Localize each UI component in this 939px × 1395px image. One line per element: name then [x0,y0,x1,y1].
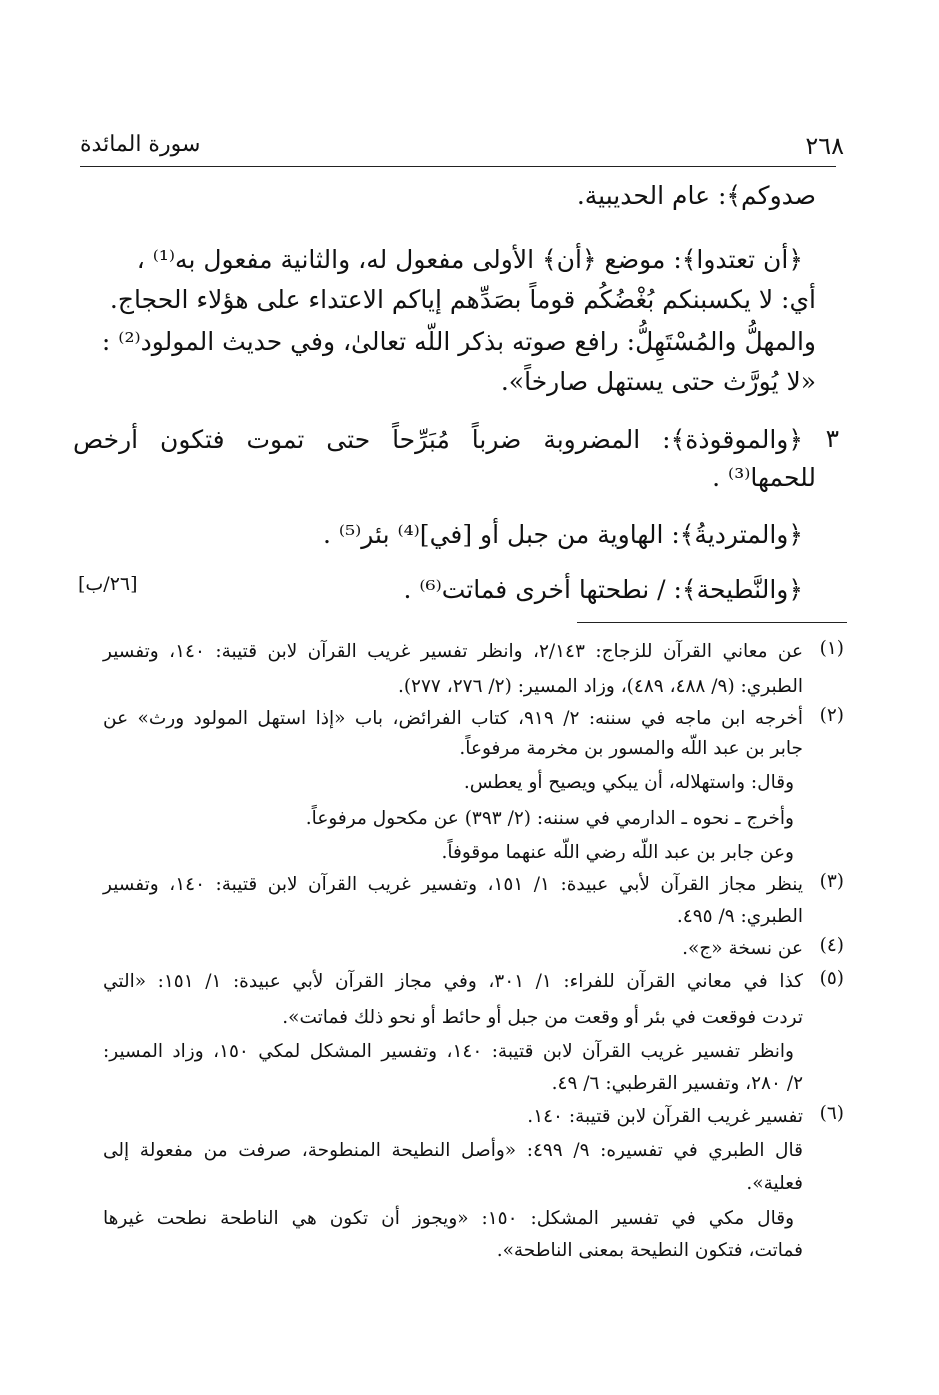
text-line: أي: لا يكسبنكم بُغْضُكُم قوماً بصَدِّهم إياكم الاعتداء على هؤلاء الحجاج. [109,285,816,314]
text-line: ﴿والنَّطيحة﴾: / نطحتها أخرى فماتت⁽⁶⁾ . [403,575,803,604]
header-rule [80,166,836,167]
footnote-number: (٦) [819,1103,844,1124]
footnote-line: عن نسخة «ج». [682,938,803,959]
text-line: ﴿والمترديةُ﴾: الهاوية من جبل أو [في]⁽⁴⁾ بئر⁽⁵⁾ . [323,520,803,549]
margin-reference: [٢٦/ب] [78,573,138,595]
footnote-line: وعن جابر بن عبد اللّه رضي اللّه عنهما موقوفاً. [441,842,794,863]
footnote-separator [577,622,847,623]
footnote-line: وقال: واستهلاله، أن يبكي ويصيح أو يعطس. [463,772,794,793]
running-title: سورة المائدة [80,132,201,157]
footnote-line: تفسير غريب القرآن لابن قتيبة: ١٤٠. [527,1106,803,1127]
footnote-line: فماتت، فتكون النطيحة بمعنى الناطحة». [496,1240,803,1261]
footnote-number: (١) [819,638,844,659]
page-number: ٢٦٨ [805,132,844,160]
footnote-line: الطبري: (٩/ ٤٨٨، ٤٨٩)، وزاد المسير: (٢/ ٢٧٦، ٢٧٧). [397,676,803,697]
text-line: والمهلُّ والمُسْتَهِلُّ: رافع صوته بذكر اللّه تعالىٰ، وفي حديث المولود⁽²⁾ : [101,327,816,356]
footnote-line: كذا في معاني القرآن للفراء: ١/ ٣٠١، وفي مجاز القرآن لأبي عبيدة: ١/ ١٥١: «التي [103,971,803,992]
text-line: ﴿أن تعتدوا﴾: موضع ﴿أن﴾ الأولى مفعول له، والثانية مفعول به⁽¹⁾ ، [136,245,803,274]
footnote-number: (٥) [819,968,844,989]
footnote-line: ٢/ ٢٨٠، وتفسير القرطبي: ٦/ ٤٩. [551,1073,803,1094]
footnote-line: وقال مكي في تفسير المشكل: ١٥٠: «ويجوز أن تكون هي الناطحة نطحت غيرها [103,1208,795,1229]
text-line: للحمها⁽³⁾ . [712,463,816,492]
footnote-line: الطبري: ٩/ ٤٩٥. [676,906,803,927]
footnote-number: (٣) [819,871,844,892]
footnote-line: فعلية». [746,1173,803,1194]
verse-number: ٣ [825,424,839,453]
footnote-line: أخرجه ابن ماجه في سننه: ٢/ ٩١٩، كتاب الفرائض، باب «إذا استهل المولود ورث» عن [103,708,803,729]
footnote-line: تردت فوقعت في بئر أو وقعت من جبل أو حائط أو نحو ذلك فماتت». [282,1007,803,1028]
footnote-line: ينظر مجاز القرآن لأبي عبيدة: ١/ ١٥١، وتفسير غريب القرآن لابن قتيبة: ١٤٠، وتفسير [103,874,804,895]
text-line: ﴿والموقوذة﴾: المضروبة ضرباً مُبَرِّحاً حتى تموت فتكون أرخص [73,425,803,454]
footnote-line: وأخرج ـ نحوه ـ الدارمي في سننه: (٢/ ٣٩٣) عن مكحول مرفوعاً. [305,808,794,829]
footnote-line: جابر بن عبد اللّه والمسور بن مخرمة مرفوعاً. [459,738,803,759]
footnote-line: عن معاني القرآن للزجاج: ٢/١٤٣، وانظر تفسير غريب القرآن لابن قتيبة: ١٤٠، وتفسير [103,641,804,662]
text-line: «لا يُورَّث حتى يستهل صارخاً». [500,367,816,396]
footnote-line: قال الطبري في تفسيره: ٩/ ٤٩٩: «وأصل النطيحة المنطوحة، صرفت من مفعولة إلى [103,1140,803,1161]
footnote-number: (٢) [819,705,844,726]
footnote-line: وانظر تفسير غريب القرآن لابن قتيبة: ١٤٠، وتفسير المشكل لمكي ١٥٠، وزاد المسير: [103,1041,794,1062]
text-line: صدوكم﴾: عام الحديبية. [576,181,816,210]
footnote-number: (٤) [819,935,844,956]
